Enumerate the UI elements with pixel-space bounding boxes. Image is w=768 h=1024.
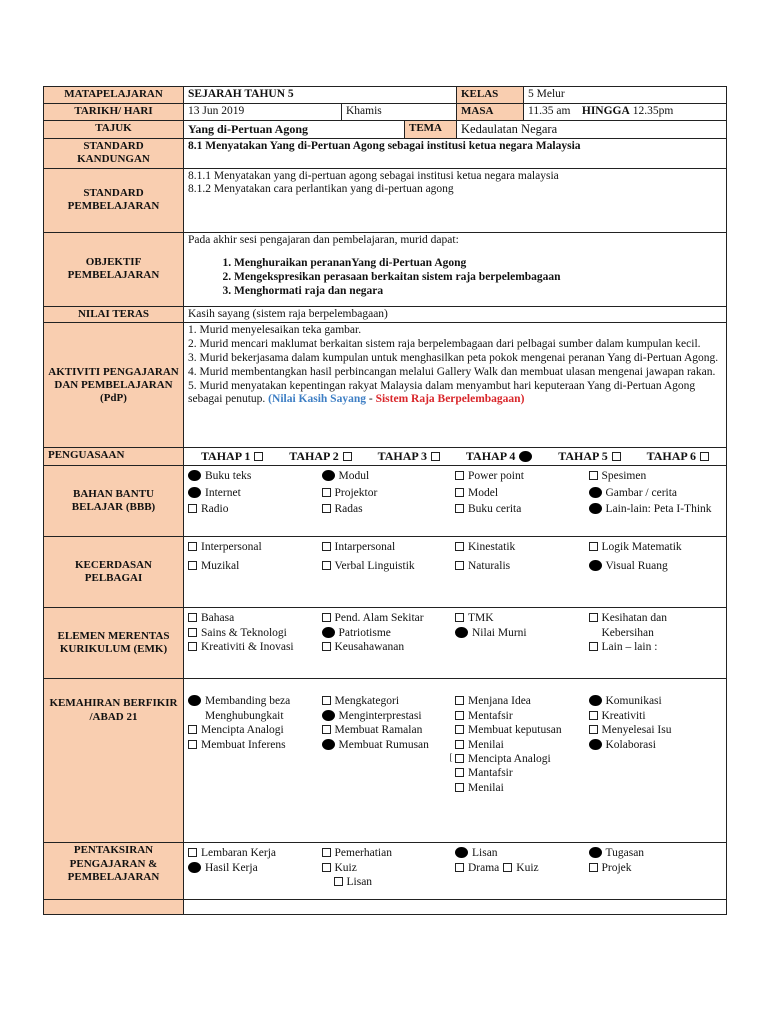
emk-label: ELEMEN MERENTAS KURIKULUM (EMK) [44,608,184,679]
filled-bullet-icon[interactable] [519,451,532,462]
emk-option-label: Kesihatan dan Kebersihan [601,612,667,639]
kemahiran-option[interactable] [589,723,723,737]
checkbox-icon[interactable] [455,711,464,720]
checkbox-icon[interactable] [322,642,331,651]
kemahiran-option[interactable] [455,694,589,708]
tema-label: TEMA [405,120,457,138]
checkbox-icon[interactable] [455,613,464,622]
checkbox-icon[interactable] [455,561,464,570]
kemahiran-option[interactable] [589,709,723,723]
sp-item: 8.1.1 Menyatakan yang di-pertuan agong sebagai institusi ketua negara malaysia [188,169,559,182]
kemahiran-option[interactable] [322,723,456,737]
filled-bullet-icon[interactable] [589,487,602,498]
tahap-5[interactable] [558,449,620,464]
standard-kandungan-value: 8.1 Menyatakan Yang di-Pertuan Agong sebagai institusi ketua negara Malaysia [184,138,727,168]
pentaksiran-option-label: Lisan [346,876,373,889]
pentaksiran-option[interactable] [589,861,723,875]
objektif-item: 1. Menghuraikan perananYang di-Pertuan Agong [234,257,722,271]
kemahiran-option[interactable] [589,694,723,708]
checkbox-icon[interactable] [322,613,331,622]
kemahiran-option[interactable] [589,738,723,752]
checkbox-icon[interactable] [589,725,598,734]
kemahiran-option-label: Komunikasi [605,695,662,708]
objektif-label: OBJEKTIF PEMBELAJARAN [44,232,184,306]
bbb-option-label: Buku teks [205,470,252,483]
kemahiran-option-label: Mantafsir [468,767,513,780]
tahap-label: TAHAP 4 [465,449,516,464]
kemahiran-option-label: Menginterprestasi [338,709,422,722]
checkbox-icon[interactable] [188,740,197,749]
pentaksiran-option-label: Tugasan [605,847,645,860]
kecerdasan-option-label: Logik Matematik [601,541,682,554]
aktiviti-item-text: 5. Murid menyatakan kepentingan rakyat Malaysia dalam menyambut hari keputeraan Yang di-Pertuan Agong sebagai penutup. [188,379,696,406]
filled-bullet-icon[interactable] [188,862,201,873]
filled-bullet-icon[interactable] [188,695,201,706]
masa-label: MASA [457,103,524,120]
kecerdasan-option[interactable] [322,540,456,554]
filled-bullet-icon[interactable] [322,739,335,750]
emk-option[interactable] [455,611,589,625]
sp-item: 8.1.2 Menyatakan cara perlantikan yang di-pertuan agong [188,183,454,196]
kecerdasan-option[interactable] [188,540,322,554]
matapelajaran-label: MATAPELAJARAN [44,87,184,104]
pentaksiran-label: PENTAKSIRAN PENGAJARAN & PEMBELAJARAN [44,843,184,900]
checkbox-icon[interactable] [188,628,197,637]
bbb-option-label: Radio [201,503,229,516]
checkbox-icon[interactable] [334,877,343,886]
kecerdasan-cell [184,537,727,608]
kemahiran-option[interactable] [322,709,456,723]
bbb-option-label: Spesimen [601,470,647,483]
pentaksiran-option-label: Projek [601,861,632,874]
bbb-option-label: Radas [334,503,363,516]
kecerdasan-option[interactable] [455,540,589,554]
checkbox-icon[interactable] [322,561,331,570]
masa-value: 11.35 am [528,104,571,117]
kemahiran-option[interactable] [188,723,322,737]
kecerdasan-option-label: Kinestatik [468,541,516,554]
bbb-option[interactable] [455,469,589,483]
kemahiran-option-label: Membuat Ramalan [334,724,423,737]
checkbox-icon[interactable] [455,504,464,513]
checkbox-icon[interactable] [455,754,464,763]
filled-bullet-icon[interactable] [455,627,468,638]
filled-bullet-icon[interactable] [589,739,602,750]
aktiviti-item: 3. Murid bekerjasama dalam kumpulan untuk menghasilkan peta pokok mengenai peranan Yang di-Pertuan Agong. [188,351,719,364]
lesson-plan-table [43,86,727,915]
emk-option-label: Keusahawanan [334,641,405,654]
kemahiran-option-label: Kreativiti [601,709,646,722]
kemahiran-label: KEMAHIRAN BERFIKIR /ABAD 21 [44,679,184,843]
nilai-teras-label: NILAI TERAS [44,306,184,323]
filled-bullet-icon[interactable] [589,560,602,571]
emk-option[interactable] [322,626,456,640]
kecerdasan-option-label: Interpersonal [201,541,262,554]
kemahiran-col-1 [188,694,322,795]
tajuk-value: Yang di-Pertuan Agong [184,120,405,138]
checkbox-icon[interactable] [455,471,464,480]
emk-option[interactable] [589,611,723,640]
tahap-6[interactable] [647,449,709,464]
pentaksiran-option-label: Lisan [472,847,498,860]
checkbox-icon[interactable] [188,642,197,651]
objektif-item: 2. Mengekspresikan perasaan berkaitan sistem raja berpelembagaan [234,271,722,285]
bbb-option-label: Gambar / cerita [605,486,678,499]
kemahiran-option-label: Mengkategori [334,695,400,708]
kecerdasan-option-label: Visual Ruang [605,559,668,572]
kecerdasan-option-label: Intarpersonal [334,541,396,554]
pentaksiran-option[interactable] [455,846,589,860]
checkbox-icon[interactable] [322,848,331,857]
emk-option[interactable] [455,626,589,640]
nilai-red-text: Sistem Raja Berpelembagaan [375,393,521,406]
tema-value: Kedaulatan Negara [457,120,727,138]
kemahiran-option[interactable] [455,752,589,766]
pentaksiran-option[interactable] [455,861,589,875]
checkbox-icon[interactable] [589,642,598,651]
checkbox-icon[interactable] [322,542,331,551]
tahap-label: TAHAP 5 [558,449,608,464]
kecerdasan-option[interactable] [589,540,723,554]
kemahiran-col-3 [455,694,589,795]
kemahiran-cell [184,679,727,843]
filled-bullet-icon[interactable] [589,695,602,706]
checkbox-icon[interactable] [700,452,709,461]
emk-option[interactable] [322,611,456,625]
kecerdasan-option-label: Verbal Linguistik [334,559,415,572]
checkbox-icon[interactable] [455,696,464,705]
kemahiran-option-label: Mentafsir [468,709,513,722]
checkbox-icon[interactable] [322,696,331,705]
checkbox-icon[interactable] [188,613,197,622]
bbb-option[interactable] [455,502,589,516]
emk-option[interactable] [188,640,322,654]
emk-col-1 [188,611,322,654]
objektif-cell [184,232,727,306]
kemahiran-col-4 [589,694,723,795]
emk-option[interactable] [589,640,723,654]
emk-option-label: TMK [468,612,494,625]
checkbox-icon[interactable] [322,504,331,513]
kemahiran-option-label: Membanding beza Menghubungkait [205,695,291,722]
filled-bullet-icon[interactable] [322,470,335,481]
emk-col-3 [455,611,589,654]
checkbox-icon[interactable] [455,863,464,872]
nilai-dash: - [365,393,376,406]
penguasaan-cell [184,448,727,466]
emk-col-2 [322,611,456,654]
tahap-3[interactable] [378,449,440,464]
kemahiran-option-label: Kolaborasi [605,738,656,751]
checkbox-icon[interactable] [589,542,598,551]
tahap-label: TAHAP 6 [646,449,697,464]
pentaksiran-option[interactable] [322,846,456,860]
bbb-option-label: Modul [338,470,370,483]
bbb-option[interactable] [322,502,456,516]
standard-kandungan-label: STANDARD KANDUNGAN [44,138,184,168]
checkbox-icon[interactable] [612,452,621,461]
kecerdasan-option[interactable] [455,559,589,573]
emk-option-label: Kreativiti & Inovasi [201,641,294,654]
pentaksiran-option-label: Pemerhatian [334,847,392,860]
checkbox-icon[interactable] [455,740,464,749]
filled-bullet-icon[interactable] [589,503,602,514]
kemahiran-col2-note: [ [449,751,453,762]
kecerdasan-option[interactable] [322,559,456,573]
checkbox-icon[interactable] [589,471,598,480]
aktiviti-cell [184,323,727,448]
checkbox-icon[interactable] [322,488,331,497]
kemahiran-option-label: Menyelesai Isu [601,724,672,737]
pentaksiran-option[interactable] [322,875,456,889]
emk-option[interactable] [188,626,322,640]
pentaksiran-col-1 [188,846,322,889]
checkbox-icon[interactable] [455,542,464,551]
checkbox-icon[interactable] [188,725,197,734]
tarikh-label: TARIKH/ HARI [44,103,184,120]
kemahiran-option[interactable] [455,766,589,780]
kecerdasan-option-label: Muzikal [201,559,240,572]
checkbox-icon[interactable] [455,768,464,777]
checkbox-icon[interactable] [322,725,331,734]
emk-option-label: Pend. Alam Sekitar [334,612,424,625]
kelas-label: KELAS [457,87,524,104]
bbb-option-label: Lain-lain: Peta I-Think [605,503,712,516]
masa-cell [524,103,727,120]
objektif-intro: Pada akhir sesi pengajaran dan pembelajaran, murid dapat: [188,233,459,246]
emk-option[interactable] [322,640,456,654]
pentaksiran-option[interactable] [188,846,322,860]
emk-option-label: Sains & Teknologi [201,626,287,639]
tajuk-label: TAJUK [44,120,184,138]
checkbox-icon[interactable] [188,848,197,857]
emk-col-4 [589,611,723,654]
aktiviti-item: 1. Murid menyelesaikan teka gambar. [188,324,362,337]
kemahiran-option-label: Membuat Inferens [201,738,286,751]
filled-bullet-icon[interactable] [322,627,335,638]
emk-option-label: Nilai Murni [472,626,527,639]
nilai-open-paren: ( [268,393,273,406]
pentaksiran-col-3 [455,846,589,889]
tahap-1[interactable] [201,449,263,464]
pentaksiran-option-label: Drama [468,861,500,874]
kemahiran-option[interactable] [455,781,589,795]
checkbox-icon[interactable] [455,783,464,792]
tahap-label: TAHAP 2 [289,449,339,464]
filled-bullet-icon[interactable] [188,487,201,498]
bbb-option[interactable] [589,469,723,483]
bbb-option[interactable] [188,486,322,500]
bbb-cell [184,466,727,537]
filled-bullet-icon[interactable] [188,470,201,481]
kemahiran-option-label: Menilai [468,738,504,751]
filled-bullet-icon[interactable] [322,710,335,721]
emk-option-label: Lain – lain : [601,641,658,654]
bbb-option[interactable] [589,486,723,500]
tahap-2[interactable] [289,449,351,464]
checkbox-icon[interactable] [431,452,440,461]
penguasaan-label: PENGUASAAN [44,448,184,466]
bbb-option-label: Buku cerita [468,503,522,516]
pentaksiran-col-2 [322,846,456,889]
pentaksiran-option-label: Hasil Kerja [205,861,258,874]
kemahiran-option-label: Mencipta Analogi [201,724,284,737]
emk-option[interactable] [188,611,322,625]
objektif-item: 3. Menghormati raja dan negara [234,285,722,299]
tahap-label: TAHAP 3 [377,449,428,464]
standard-pembelajaran-list [184,168,727,232]
pentaksiran-cell [184,843,727,900]
bbb-option[interactable] [455,486,589,500]
bbb-option[interactable] [322,469,456,483]
pentaksiran-option-label: Kuiz [516,861,539,874]
kemahiran-option-label: Membuat keputusan [468,724,562,737]
nilai-blue-text: Nilai Kasih Sayang [272,393,366,406]
bbb-option-label: Model [468,486,499,499]
checkbox-icon[interactable] [322,863,331,872]
bbb-option[interactable] [188,469,322,483]
kecerdasan-option-label: Naturalis [468,559,511,572]
bbb-option-label: Internet [205,486,241,499]
kecerdasan-option[interactable] [188,559,322,573]
kemahiran-option[interactable] [455,709,589,723]
kemahiran-option[interactable] [455,723,589,737]
checkbox-icon[interactable] [455,725,464,734]
standard-pembelajaran-label: STANDARD PEMBELAJARAN [44,168,184,232]
aktiviti-item-5 [188,380,722,408]
emk-option-label: Bahasa [201,612,235,625]
checkbox-icon[interactable] [589,711,598,720]
checkbox-icon[interactable] [188,542,197,551]
emk-option-label: Patriotisme [338,626,391,639]
empty-label-cell [44,900,184,915]
matapelajaran-value: SEJARAH TAHUN 5 [184,87,457,104]
bbb-option[interactable] [322,486,456,500]
kemahiran-option[interactable] [455,738,589,752]
aktiviti-item: 2. Murid mencari maklumat berkaitan sistem raja berpelembagaan dari pelbagai sumber dalam kumpulan kecil. [188,338,701,351]
pentaksiran-option-label: Lembaran Kerja [201,847,277,860]
objektif-list [188,257,722,298]
bbb-option[interactable] [589,502,723,516]
hingga-label: HINGGA [581,104,630,117]
tahap-4[interactable] [466,449,532,464]
tahap-label: TAHAP 1 [200,449,251,464]
aktiviti-item: 4. Murid membentangkan hasil perbincangan melalui Gallery Walk dan membuat ulasan mengenai jawapan rakan. [188,365,716,378]
bbb-option-label: Projektor [334,486,378,499]
checkbox-icon[interactable] [589,613,598,622]
kemahiran-option-label: Membuat Rumusan [338,738,429,751]
kemahiran-option[interactable] [188,738,322,752]
filled-bullet-icon[interactable] [589,847,602,858]
empty-content-cell [184,900,727,915]
kemahiran-option-label: Menjana Idea [468,695,531,708]
kemahiran-option-label: Menilai [468,781,504,794]
nilai-teras-value: Kasih sayang (sistem raja berpelembagaan) [184,306,727,323]
bbb-label: BAHAN BANTU BELAJAR (BBB) [44,466,184,537]
pentaksiran-option[interactable] [188,861,322,875]
kemahiran-option[interactable] [322,738,456,752]
checkbox-icon[interactable] [455,488,464,497]
kemahiran-option[interactable] [322,694,456,708]
hari-value: Khamis [342,103,457,120]
kemahiran-col-2 [322,694,456,795]
emk-cell [184,608,727,679]
hingga-value: 12.35pm [632,104,674,117]
checkbox-icon[interactable] [188,504,197,513]
checkbox-icon[interactable] [503,863,512,872]
pentaksiran-col-4 [589,846,723,889]
kemahiran-option-label: Mencipta Analogi [468,752,551,765]
filled-bullet-icon[interactable] [455,847,468,858]
kecerdasan-label: KECERDASAN PELBAGAI [44,537,184,608]
checkbox-icon[interactable] [589,863,598,872]
kemahiran-option[interactable] [188,694,322,723]
bbb-option[interactable] [188,502,322,516]
checkbox-icon[interactable] [254,452,263,461]
kelas-value: 5 Melur [524,87,727,104]
kecerdasan-option[interactable] [589,559,723,573]
tarikh-value: 13 Jun 2019 [184,103,342,120]
aktiviti-label: AKTIVITI PENGAJARAN DAN PEMBELAJARAN (PdP) [44,323,184,448]
nilai-close-paren: ) [520,393,525,406]
bbb-option-label: Power point [468,470,524,483]
checkbox-icon[interactable] [188,561,197,570]
pentaksiran-option[interactable] [589,846,723,860]
pentaksiran-option[interactable] [322,861,456,875]
pentaksiran-option-label: Kuiz [334,861,357,874]
checkbox-icon[interactable] [343,452,352,461]
